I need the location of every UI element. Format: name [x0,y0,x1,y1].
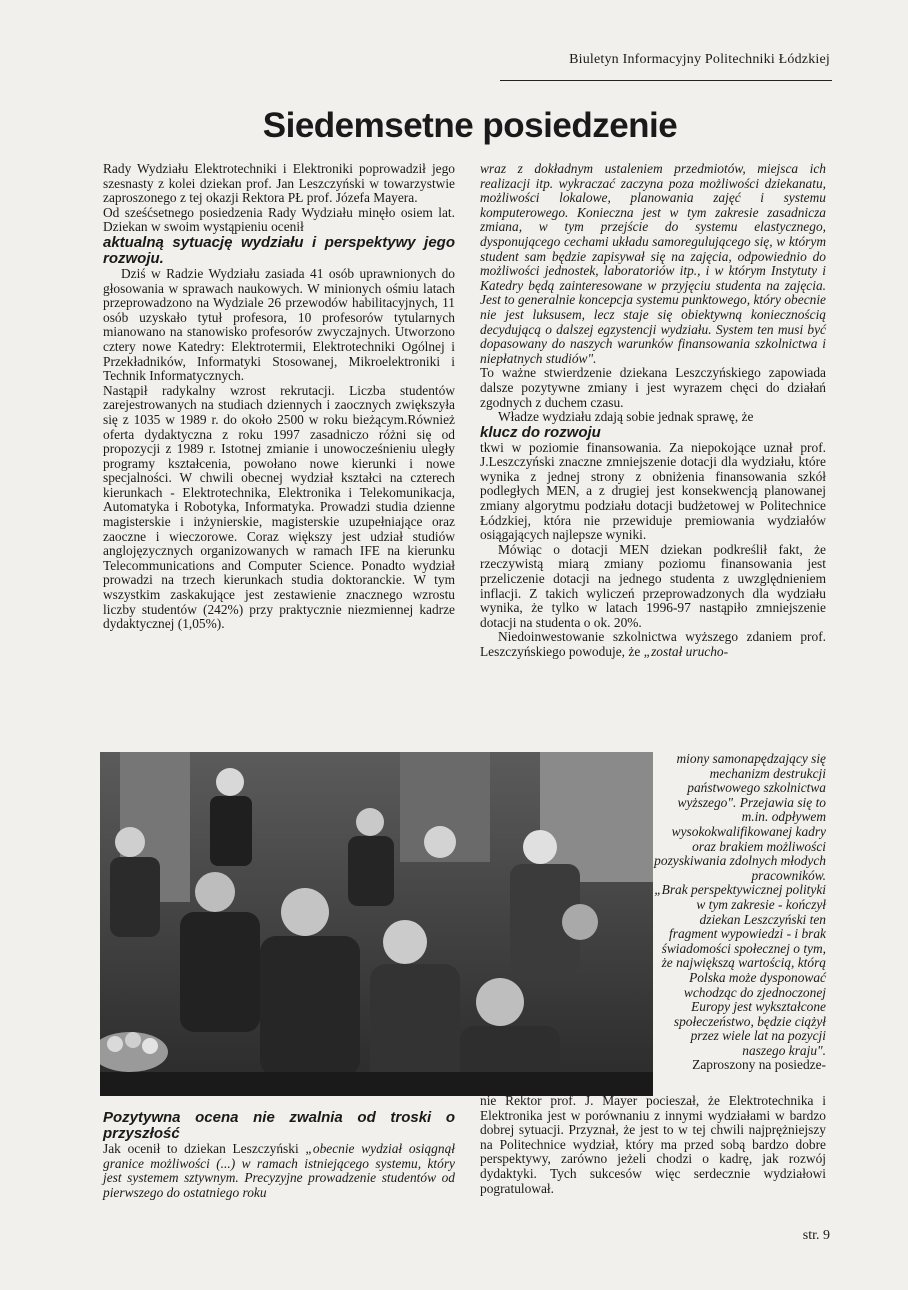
left-column [103,162,455,632]
meeting-photo-image [100,752,653,1096]
subheading-key-to-development: klucz do rozwoju [480,423,601,441]
bottom-left-quote: „obecnie wydział osiągnął granice możliwości (...) w ramach istniejącego systemu, który jest systemem sztywnym. Precyzyjne prowadzenie studentów od pierwszego do ostatniego roku [103,1141,455,1200]
bottom-left-text: Jak ocenił to dziekan Leszczyński [103,1141,299,1156]
page-number: str. 9 [802,1228,830,1243]
bottom-left-paragraph [103,1142,455,1200]
left-paragraph-3: Dziś w Radzie Wydziału zasiada 41 osób uprawnionych do głosowania w sprawach naukowych. W minionych ośmiu latach przeprowadzono na Wydziale 26 przewodów habilitacyjnych, 11 osób uzyskało tytuł profesora, 10 profesorów tytularnych mianowano na stanowisko profesorów zwyczajnych. Utworzono cztery nowe Katedry: Elektrotermii, Elektrotechniki Ogólnej i Przekładników, Informatyki Stosowanej, Mikroelektroniki i Technik Informatycznych. [103,265,455,384]
left-paragraph-2: Od sześćsetnego posiedzenia Rady Wydziału minęło osiem lat. Dziekan w swoim wystąpieniu ocenił [103,204,455,235]
right-paragraph-3: Władze wydziału zdają sobie jednak sprawę, że [498,409,754,425]
bottom-right-paragraph: nie Rektor prof. J. Mayer pocieszał, że Elektrotechnika i Elektronika jest w porównaniu z innymi wydziałami w bardzo dobrej sytuacji. Przyznał, że jest to w tej chwili najprężniejszy na Politechnice wydział, który ma przed sobą bardzo dobre perspektywy, zarówno jeżeli chodzi o kadrę, jak rozwój dydaktyki. Tych sukcesów więc serdecznie wydziałowi pogratulował. [480,1093,826,1196]
right-paragraph-2: To ważne stwierdzenie dziekana Leszczyńskiego zapowiada dalsze pozytywne zmiany i jest wyrazem chęci do działań zgodnych z duchem czasu. [480,365,826,410]
subheading-positive-assessment: Pozytywna ocena nie zwalnia od troski o przyszłość [103,1109,455,1142]
left-paragraph-4: Nastąpił radykalny wzrost rekrutacji. Liczba studentów zarejestrowanych na studiach dziennych i zaocznych zwiększyła się z 1035 w 1989 r. do około 2500 w roku bieżącym.Również oferta dydaktyczna z roku 1997 zasadniczo różni się od propozycji z 1989 r. Istotnej zmianie i unowocześnieniu uległy programy kształcenia, powołano nowe kierunki i nowe specjalności. W chwili obecnej wydział kształci na czterech kierunkach - Elektrotechnika, Elektronika i Telekomunikacja, Automatyka i Robotyka, Informatyka. Prowadzi studia dzienne magisterskie i inżynierskie, magisterskie uzupełniające oraz zaoczne i wieczorowe. Coraz większy jest udział studiów anglojęzycznych organizowanych w ramach IFE na kierunku Telecommunications and Computer Science. Ponadto wydział prowadzi na trzech kierunkach studia doktoranckie. W tym wszystkim zaskakujące jest zestawienie znacznego wzrostu liczby studentów (242%) przy praktycznie niezmiennej kadrze dydaktycznej (1,05%). [103,382,455,632]
header-rule [500,80,832,81]
right-paragraph-6-quote: „został urucho- [643,644,729,659]
meeting-photo [100,752,653,1096]
side-quote: „Brak perspektywicznej polityki w tym zakresie - kończył dziekan Leszczyński ten fragment wypowiedzi - i brak świadomości społecznej o tym, że największą wartością, którą Polska może dysponować wchodząc do zjednoczonej Europy jest wykształcone społeczeństwo, będzie ciążył przez wiele lat na pozycji naszego kraju". [654,882,826,1058]
right-paragraph-6-text: Niedoinwestowanie szkolnictwa wyższego zdaniem prof. Leszczyńskiego powoduje, że [480,629,826,659]
publication-header: Biuletyn Informacyjny Politechniki Łódzkiej [569,52,830,67]
right-paragraph-4: tkwi w poziomie finansowania. Za niepokojące uznał prof. J.Leszczyński znaczne zmniejszenie dotacji dla wydziału, które wynika z jednej strony z obniżenia finansowania szkół podległych MEN, a z drugiej jest konsekwencją planowanej zmiany algorytmu podziału dotacji budżetowej w Politechnice Łódzkiej, która nie przewiduje premiowania wydziałów osiągających najlepsze wyniki. [480,439,826,543]
side-end: Zaproszony na posiedze- [692,1057,826,1073]
article-title: Siedemsetne posiedzenie [262,106,678,145]
right-paragraph-5: Mówiąc o dotacji MEN dziekan podkreślił fakt, że rzeczywistą miarą zmiany poziomu finansowania jest przeliczenie dotacji na jednego studenta z uwzględnieniem inflacji. Z takich wyliczeń przeprowadzonych dla wydziału wynika, że tylko w latach 1996-97 nastąpiło zmniejszenie dotacji na studenta o ok. 20%. [480,541,826,630]
right-paragraph-6 [480,630,826,659]
subheading-current-situation: aktualną sytuację wydziału i perspektywy jego rozwoju. [103,233,455,267]
left-paragraph-1: Rady Wydziału Elektrotechniki i Elektroniki poprowadził jego szesnasty z kolei dziekan prof. Jan Leszczyński w towarzystwie zaproszonego z tej okazji Rektora PŁ prof. Józefa Mayera. [103,161,455,206]
side-text-quote-continued: miony samonapędzający się mechanizm destrukcji państwowego szkolnictwa wyższego". Przejawia się to m.in. odpływem wysokokwalifikowanej kadry oraz brakiem możliwości pozyskiwania zdolnych młodych pracowników. [654,751,826,883]
bottom-left-block [103,1110,455,1200]
bottom-right-block [480,1094,826,1196]
side-text-block [654,752,826,1073]
right-paragraph-1: wraz z dokładnym ustaleniem przedmiotów, miejsca ich realizacji itp. wykraczać zaczyna poza możliwości dziekanatu, możliwości lokalowe, planowania zajęć i systemu komputerowego. Konieczna jest w tym zakresie zasadnicza zmiana, w tym przejście do systemu elastycznego, dysponującego cechami układu samoregulującego się, w którym student sam będzie zapisywał się na zajęcia, odpowiednio do możliwości jednostek, laboratoriów itp., i w którym Instytuty i Katedry będą zainteresowane w przyjęciu studenta na zajęcia. Jest to generalnie koncepcja systemu punktowego, który obecnie nie jest luksusem, lecz staje się obiektywną koniecznością decydującą o dalszej egzystencji wydziału. System ten musi być dopasowany do naszych warunków finansowania szkolnictwa i niepłatnych studiów". [480,161,826,366]
right-column [480,162,826,660]
